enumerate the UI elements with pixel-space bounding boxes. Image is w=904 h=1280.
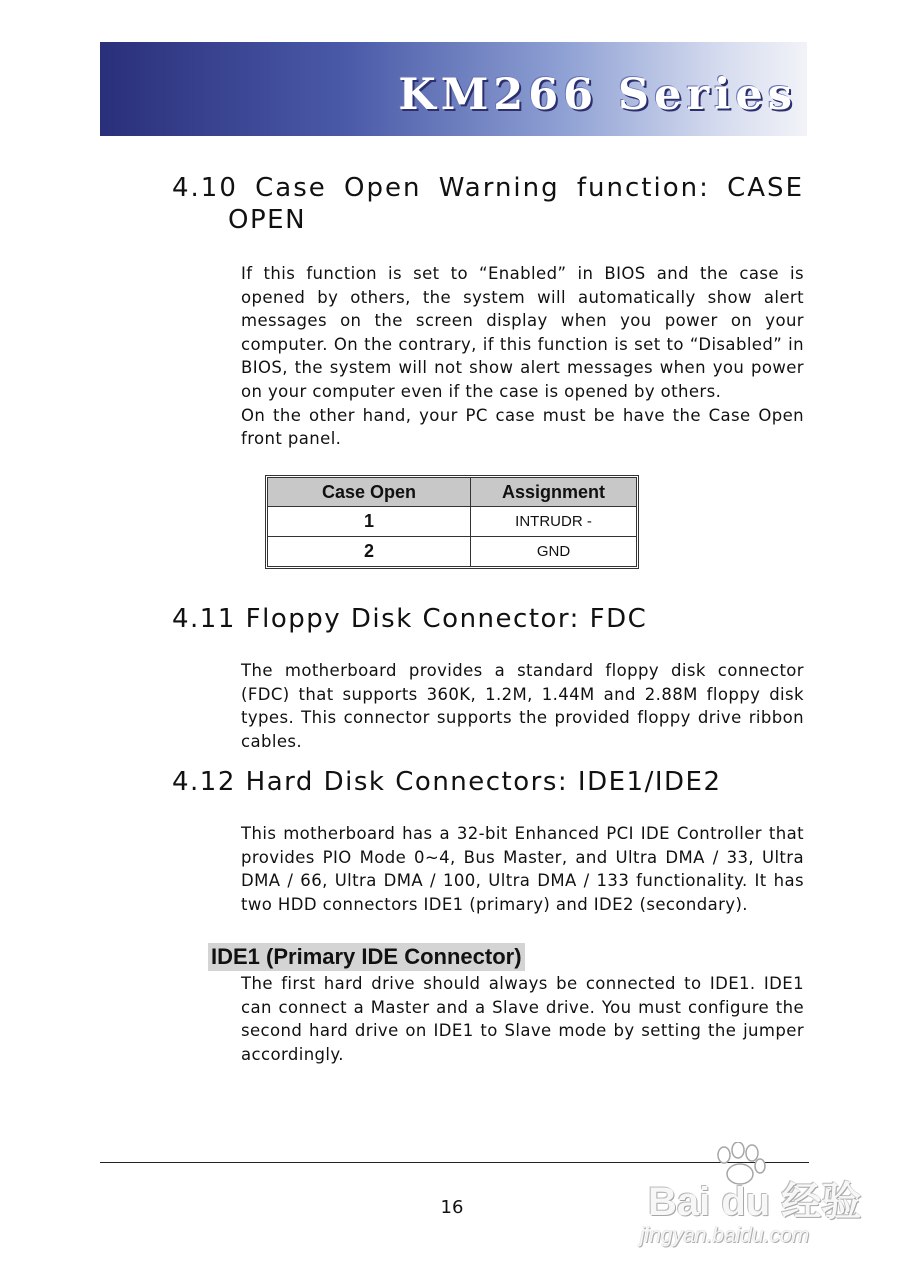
fdc-paragraph: The motherboard provides a standard floppy disk connector (FDC) that supports 360K, 1.2M, 1.44M and 2.88M floppy disk types. This connector supports the provided floppy drive ribbon cables.	[241, 661, 804, 751]
case-open-paragraph: If this function is set to “Enabled” in BIOS and the case is opened by others, the system will automatically show alert messages on the screen display when you power on your computer. On the contrary, if this function is set to “Disabled” in BIOS, the system will not show alert messages when you power on your computer even if the case is opened by others.	[241, 264, 804, 401]
section-heading-ide: 4.12 Hard Disk Connectors: IDE1/IDE2	[172, 767, 722, 797]
watermark-url: jingyan.baidu.com	[640, 1224, 810, 1247]
pin-assignment: GND	[471, 536, 636, 566]
header-banner	[100, 42, 807, 136]
page-number: 16	[440, 1197, 464, 1218]
table-row	[268, 507, 636, 536]
ide1-subheading: IDE1 (Primary IDE Connector)	[208, 943, 525, 971]
ide1-paragraph: The first hard drive should always be connected to IDE1. IDE1 can connect a Master and a Slave drive. You must configure the second hard drive on IDE1 to Slave mode by setting the jumper accordingly.	[241, 974, 804, 1064]
ide-paragraph: This motherboard has a 32-bit Enhanced PCI IDE Controller that provides PIO Mode 0~4, Bus Master, and Ultra DMA / 33, Ultra DMA / 66, Ultra DMA / 100, Ultra DMA / 133 functionality. It has two HDD connectors IDE1 (primary) and IDE2 (secondary).	[241, 824, 804, 914]
section-heading-case-open: 4.10 Case Open Warning function: CASE	[172, 173, 804, 203]
section-heading-fdc: 4.11 Floppy Disk Connector: FDC	[172, 604, 648, 634]
table-row	[268, 536, 636, 566]
baidu-watermark	[640, 1140, 860, 1260]
column-header-assignment: Assignment	[471, 478, 636, 507]
table-header-row	[268, 478, 636, 507]
banner-title: KM266 Series	[398, 70, 797, 120]
pin-assignment: INTRUDR -	[515, 512, 592, 530]
case-open-note: On the other hand, your PC case must be have the Case Open front panel.	[241, 405, 804, 449]
case-open-body	[241, 262, 804, 451]
section-heading-case-open-continued: OPEN	[228, 205, 307, 235]
case-open-pin-table	[265, 475, 639, 569]
pin-number: 2	[268, 536, 471, 566]
pin-number: 1	[268, 507, 471, 536]
watermark-logo: Bai du 经验	[648, 1180, 862, 1224]
column-header-case-open: Case Open	[268, 478, 471, 507]
